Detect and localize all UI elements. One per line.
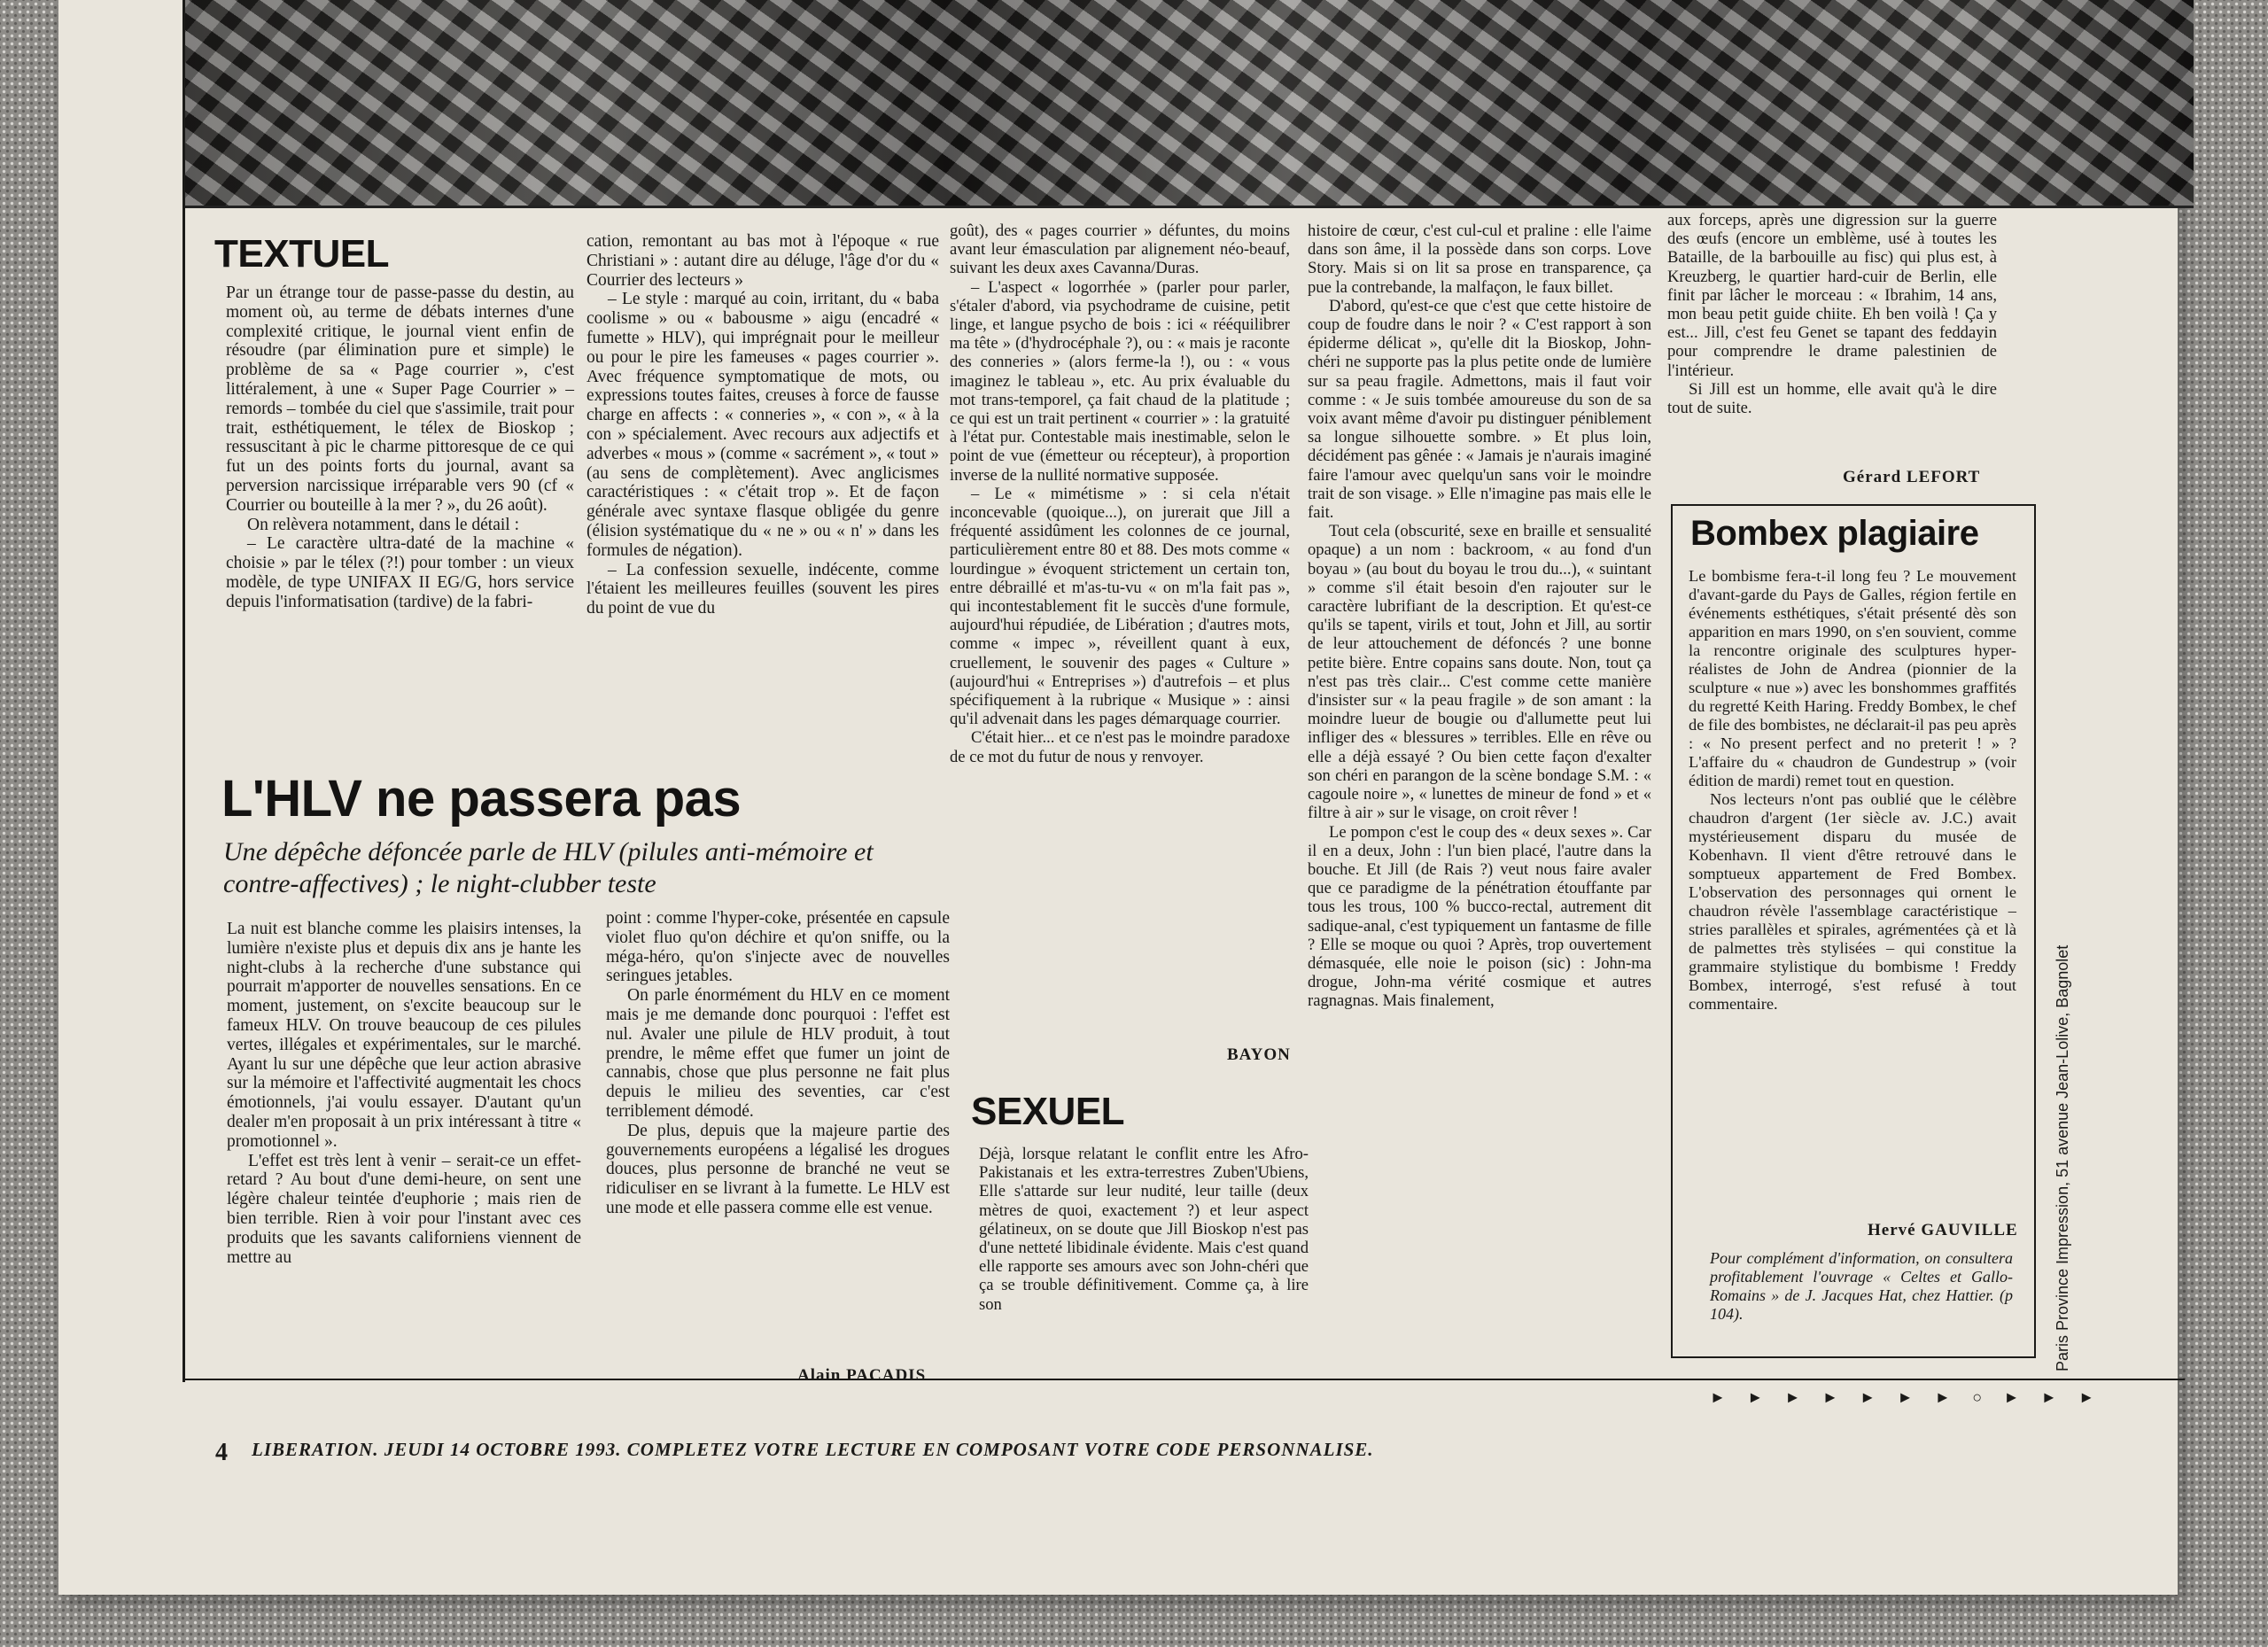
hlv-column-1: [227, 920, 581, 1267]
hlv-subtitle: Une dépêche défoncée parle de HLV (pilules anti-mémoire et contre-affectives) ; le night-clubber teste: [223, 837, 874, 898]
bottom-rule: [183, 1379, 2185, 1380]
paragraph: aux forceps, après une digression sur la guerre des œufs (encore un emblème, usé à toutes les Bataille, de la barbouille au fisc) qui plus est, à Kreuzberg, le quartier hard-cuir de Berlin, elle finit par lâcher le morceau : « Ibrahim, 14 ans, mon beau petit guide chiite. Eh ben voilà ! Ça y est... Jill, c'est feu Genet se tapant des feddayin pour comprendre le drame palestinien de l'intérieur.: [1667, 211, 1997, 380]
footer-line: LIBERATION. JEUDI 14 OCTOBRE 1993. COMPLETEZ VOTRE LECTURE EN COMPOSANT VOTRE CODE PERSONNALISE.: [252, 1439, 1374, 1460]
header-photo: [183, 0, 2194, 208]
page-number: 4: [215, 1439, 228, 1466]
textuel-signature: BAYON: [1227, 1045, 1291, 1064]
sexuel-title: SEXUEL: [971, 1090, 1125, 1133]
paragraph: Le pompon c'est le coup des « deux sexes ». Car il en a deux, John : l'un bien placé, l'autre dans la bouche. Et Jill (de Rais ?) veut nous faire avaler que ce paradigme de la pénétration étouffante par tous les trous, 100 % bucco-rectal, autrement dit sadique-anal, c'est typiquement un fantasme de fille ? Elle se moque ou quoi ? Après, trop ouvertement démasquée, elle noie le poison (sic) : John-ma drogue, John-ma vérité cosmique et autres ragnagnas. Mais finalement,: [1308, 822, 1651, 1011]
sexuel-column-1: [979, 1145, 1309, 1314]
paragraph: L'effet est très lent à venir – serait-ce un effet-retard ? Au bout d'une demi-heure, on sent une légère chaleur teintée d'euphorie ; mais rien de bien terrible. Rien à voir pour l'instant avec ces produits que les savants californiens viennent de mettre au: [227, 1151, 581, 1267]
paragraph: C'était hier... et ce n'est pas le moindre paradoxe de ce mot du futur de nous y renvoyer.: [950, 728, 1290, 766]
paragraph: – L'aspect « logorrhée » (parler pour parler, s'étaler d'abord, via psychodrame de cuisine, petit linge, et langue psycho de bois : ici « rééquilibrer ma tête » (d'hydrocéphale ?), ou : « mais je raconte des conneries » (alors ferme-la !), ou : « vous imaginez le tableau », etc. Au prix évaluable du mot trans-temporel, ça fait chaud de la platitude ; ce qui est un trait pertinent « courrier » : la gratuité à l'état pur. Contestable mais inestimable, selon le point de vue (émetteur ou récepteur), à proportion inverse de la nullité normative supposée.: [950, 277, 1290, 485]
paragraph: D'abord, qu'est-ce que c'est que cette histoire de coup de foudre dans le noir ? « C'est rapport à son épiderme délicat », qu'elle dit la Bioskop, John-chéri ne supporte pas la plus petite onde de lumière sur sa peau fragile. Admettons, mais il faut voir comme : « Je suis tombée amoureuse du son de sa voix avant même d'avoir pu distinguer péniblement sa longue silhouette sombre. » Et plus loin, décidément pas gênée : « Jamais je n'aurais imaginé faire l'amour avec quelqu'un sans voir le moindre trait de son visage. » Elle n'imagine pas mais elle le fait.: [1308, 296, 1651, 523]
paragraph: cation, remontant au bas mot à l'époque « rue Christiani » : autant dire au déluge, l'âge d'or du « Courrier des lecteurs »: [586, 232, 939, 290]
paragraph: histoire de cœur, c'est cul-cul et praline : elle l'aime dans son âme, il la possède dans son corps. Love Story. Mais si on lit sa prose en transparence, ça pue la contrebande, la malfaçon, le faux billet.: [1308, 221, 1651, 297]
paragraph: Tout cela (obscurité, sexe en braille et sensualité opaque) a un nom : backroom, « au fond d'un boyau » (au bout du boyau le trou du...), « suintant » comme s'il était besoin d'en rajouter sur le caractère lubrifiant de la description. Et qu'est-ce qu'ils se tapent, virils et tout, John et Jill, au sortir de leur attouchement de défoncés ? une bonne petite bière. Entre copains sans doute. Non, tout ça n'est pas très clair... C'est comme cette manière d'insister sur « la peau fragile » de son amant : la moindre lueur de bougie ou d'allumette peut lui infliger des « blessures » terribles. Elle en rêve ou elle a déjà essayé ? Ou bien cette façon d'exalter son chéri en parangon de la scène bondage S.M. : « cagoule noire », « lunettes de mineur de fond » et « filtre à air » sur le visage, on croit rêver !: [1308, 522, 1651, 823]
sexuel-column-3: [1667, 211, 1997, 417]
paragraph: Nos lecteurs n'ont pas oublié que le célèbre chaudron d'argent (1er siècle av. J.C.) avait mystérieusement disparu du musée de Kobenhavn. Il vient d'être retrouvé dans le somptueux appartement de Fred Bombex. L'observation des personnages qui ornent le chaudron révèle l'assemblage caractéristique – stries parallèles et spirales, agrémentées çà et là de palmettes très stylisées – qui constitue la grammaire stylistique du bombisme ! Freddy Bombex, interrogé, s'est refusé à tout commentaire.: [1689, 790, 2016, 1013]
left-rule: [183, 0, 185, 1382]
hlv-title: L'HLV ne passera pas: [221, 770, 742, 827]
paragraph: point : comme l'hyper-coke, présentée en capsule violet fluo qu'on déchire et qu'on sniffe, ou la méga-héro, qu'on s'injecte avec de nouvelles seringues jetables.: [606, 909, 950, 986]
textuel-column-2: [586, 232, 939, 618]
imprint-text: Paris Province Impression, 51 avenue Jean-Lolive, Bagnolet: [2054, 944, 2071, 1371]
hlv-column-2: [606, 909, 950, 1218]
paragraph: Par un étrange tour de passe-passe du destin, au moment où, au terme de débats internes d'une complexité critique, le journal vient enfin de résoudre (par élimination pure et simple) le problème de sa « Page courrier », c'est littéralement, à une « Super Page Courrier » – remords – tombée du ciel que s'assimile, trait pour trait, esthétiquement, le télex de Bioskop ; ressuscitant à pic le charme pittoresque de ce qui fut un des points forts du journal, avant sa perversion narcissique irréparable vers 90 (cf « Courrier ou bouteille à la mer ? », du 26 août).: [226, 284, 574, 515]
sexuel-column-2: [1308, 221, 1651, 1011]
textuel-column-3: [950, 221, 1290, 766]
paragraph: Si Jill est un homme, elle avait qu'à le dire tout de suite.: [1667, 379, 1997, 418]
paragraph: Déjà, lorsque relatant le conflit entre les Afro-Pakistanais et les extra-terrestres Zuben'Ubiens, Elle s'attarde sur leur nudité, leur taille (deux mètres de quoi, exactement ?) et leur aspect gélatineux, on se doute que Jill Bioskop n'est pas d'une netteté libidinale évidente. Mais c'est quand elle rapporte ses amours avec son John-chéri que ça se trouble définitivement. Comme ça, à lire son: [979, 1145, 1309, 1314]
paragraph: – Le style : marqué au coin, irritant, du « baba coolisme » ou « babousme » aigu (encadré « fumette » HLV), qui imprégnait pour le meilleur ou pour le pire les fameuses « pages courrier ». Avec fréquence symptomatique de mots, ou expressions toutes faites, creuses à force de fausse charge en affects : « conneries », « con », « à la con » spécialement. Avec recours aux adjectifs et adverbes « mous » (comme « sacrément », « tout » (au sens de complètement). Avec anglicismes caractéristiques : « c'était trop ». Et de façon générale avec syntaxe flasque obligée du genre (élision systématique du « ne » ou « n' » dans les formules de négation).: [586, 290, 939, 560]
paragraph: goût), des « pages courrier » défuntes, du moins avant leur émasculation par alignement néo-beauf, suivant les deux axes Cavanna/Duras.: [950, 221, 1290, 278]
bombex-signature: Hervé GAUVILLE: [1868, 1221, 2018, 1239]
navigation-arrows: ► ► ► ► ► ► ► ○ ► ► ►: [1710, 1388, 2104, 1406]
paragraph: On parle énormément du HLV en ce moment mais je me demande donc pourquoi : l'effet est nul. Avaler une pilule de HLV produit, à tout prendre, le même effet que fumer un joint de cannabis, chose que plus personne ne fait plus depuis le milieu des seventies, car c'est terriblement démodé.: [606, 986, 950, 1121]
sexuel-signature: Gérard LEFORT: [1843, 468, 1981, 486]
bombex-body: [1689, 567, 2016, 1014]
textuel-title: TEXTUEL: [214, 232, 389, 276]
bombex-note: Pour complément d'information, on consultera profitablement l'ouvrage « Celtes et Gallo-Romains » de J. Jacques Hat, chez Hattier. (p 104).: [1710, 1249, 2013, 1323]
paragraph: – Le « mimétisme » : si cela n'était inconcevable (quoique...), on jurerait que Jill a fréquenté assidûment les colonnes de ce journal, particulièrement entre 80 et 88. Des mots comme « lourdingue » évoquent strictement un certain ton, entre débraillé et m'as-tu-vu « on m'la fait pas », qui incontestablement fit le succès d'une formule, aujourd'hui répudiée, de Libération ; d'autres mots, comme « impec », réveillent quant à eux, cruellement, le souvenir des pages « Culture » (aujourd'hui « Entreprises ») d'autrefois – et plus spécifiquement à la rubrique « Musique » : ainsi qu'il advenait dans les pages démarquage courrier.: [950, 484, 1290, 729]
textuel-column-1: [226, 284, 574, 612]
paragraph: Le bombisme fera-t-il long feu ? Le mouvement d'avant-garde du Pays de Galles, région fertile en événements esthétiques, s'était présenté dès son apparition en mars 1990, on s'en souvient, comme la rencontre originale des sculptures hyper-réalistes de John de Andrea (pionnier de la sculpture « nue ») avec les bonshommes graffités du regretté Keith Haring. Freddy Bombex, le chef de file des bombistes, ne déclarait-il pas peu après : « No present perfect and no preterit ! » ? L'affaire du « chaudron de Gundestrup » (voir édition de mardi) remet tout en question.: [1689, 567, 2016, 789]
paragraph: – La confession sexuelle, indécente, comme l'étaient les meilleures feuilles (souvent les pires du point de vue du: [586, 560, 939, 618]
paragraph: On relèvera notamment, dans le détail :: [247, 515, 520, 534]
paragraph: De plus, depuis que la majeure partie des gouvernements européens a légalisé les drogues douces, plus personne de branché ne veut se ridiculiser en se livrant à la fumette. Le HLV est une mode et elle passera comme elle est venue.: [606, 1121, 950, 1217]
hlv-signature: Alain PACADIS: [797, 1366, 927, 1385]
bombex-title: Bombex plagiaire: [1690, 514, 1979, 553]
paragraph: – Le caractère ultra-daté de la machine « choisie » par le télex (?!) pour tomber : un vieux modèle, de type UNIFAX II EG/G, hors service depuis l'informatisation (tardive) de la fabri-: [226, 534, 574, 611]
paragraph: La nuit est blanche comme les plaisirs intenses, la lumière n'existe plus et depuis dix ans je hante les night-clubs à la recherche d'une substance qui pourrait m'apporter de nouvelles sensations. En ce moment, justement, on s'excite beaucoup sur le fameux HLV. On trouve beaucoup de ces pilules vertes, illégales et expérimentales, sur le marché. Ayant lu sur une dépêche que leur action abrasive sur la mémoire et l'affectivité augmentait les chocs émotionnels, j'ai voulu essayer. D'autant qu'un dealer m'en proposait à un prix intéressant à titre « promotionnel ».: [227, 920, 581, 1151]
